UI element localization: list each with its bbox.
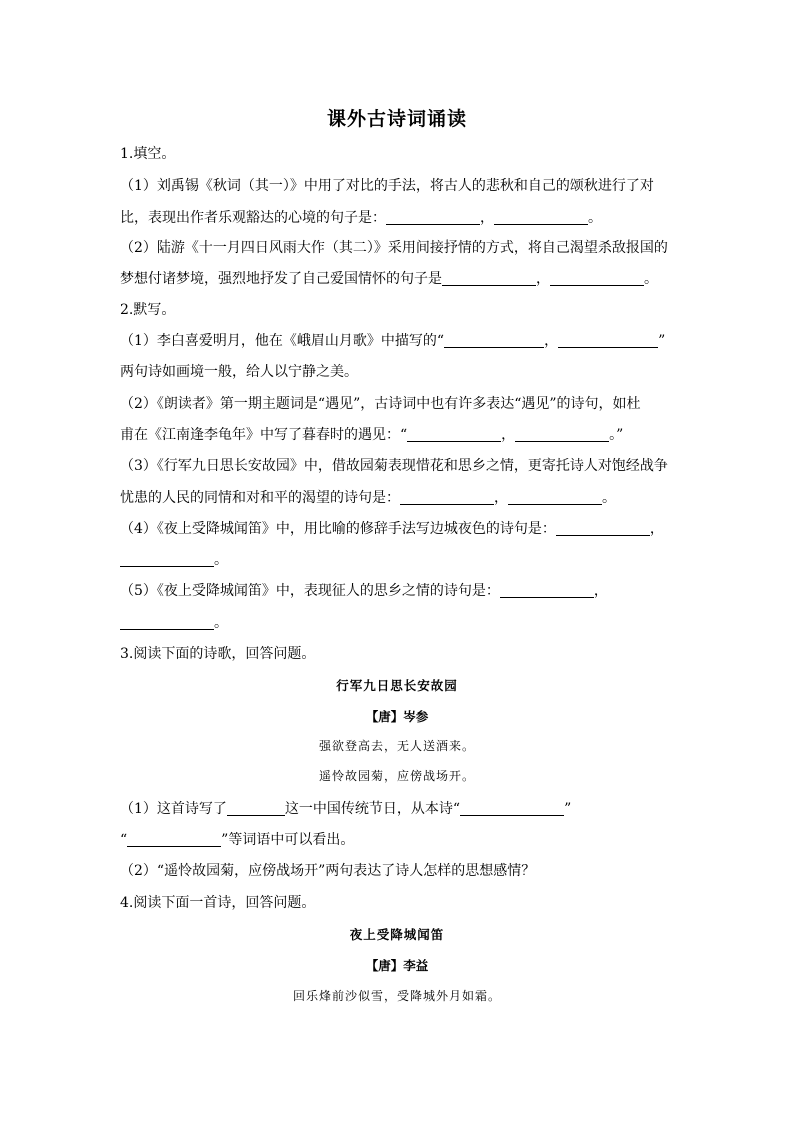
poem1-line2: 遥怜故园菊，应傍战场开。 — [318, 769, 475, 783]
poem1-author: 【唐】岑参 — [365, 709, 429, 724]
q2-sub4-line2 — [120, 550, 680, 570]
period: 。 — [588, 210, 602, 226]
q2-sub3-line1: （3）《行军九日思长安故园》中，借故园菊表现惜花和思乡之情，更寄托诗人对饱经战争 — [120, 458, 668, 474]
q4-heading: 4.阅读下面一首诗，回答问题。 — [120, 895, 316, 911]
answer-blank[interactable] — [400, 490, 494, 505]
q3-sub1-text: （1）这首诗写了 — [120, 801, 227, 817]
comma: ， — [536, 271, 550, 287]
q3-heading: 3.阅读下面的诗歌，回答问题。 — [120, 646, 316, 662]
page-title: 课外古诗词诵读 — [326, 108, 467, 130]
answer-blank[interactable] — [508, 490, 602, 505]
q2-sub1-line1 — [120, 331, 680, 351]
poem1-title: 行军九日思长安故园 — [336, 678, 458, 693]
q3-sub1-line2 — [120, 830, 680, 850]
answer-blank[interactable] — [120, 615, 214, 630]
comma: ， — [480, 210, 494, 226]
answer-blank[interactable] — [460, 801, 564, 816]
q2-sub5-text: （5）《夜上受降城闻笛》中，表现征人的思乡之情的诗句是： — [120, 583, 500, 599]
q1-sub2-text: 梦想付诸梦境，强烈地抒发了自己爱国情怀的句子是 — [120, 271, 442, 287]
q2-sub1-line2: 两句诗如画境一般，给人以宁静之美。 — [120, 364, 358, 380]
answer-blank[interactable] — [386, 210, 480, 225]
answer-blank[interactable] — [442, 271, 536, 286]
q2-sub2-text: 甫在《江南逢李龟年》中写了暮春时的遇见：“ — [120, 427, 408, 443]
q2-sub5-line2 — [120, 613, 680, 633]
answer-blank[interactable] — [444, 333, 544, 348]
close-quote: ” — [658, 333, 666, 349]
poem2-title: 夜上受降城闻笛 — [349, 927, 445, 942]
q2-sub2-line1: （2）《朗读者》第一期主题词是“遇见”，古诗词中也有许多表达“遇见”的诗句，如杜 — [120, 396, 641, 412]
answer-blank[interactable] — [550, 271, 644, 286]
poem2-line1: 回乐烽前沙似雪，受降城外月如霜。 — [292, 989, 501, 1003]
period: 。 — [644, 271, 658, 287]
comma: ， — [649, 521, 664, 537]
q3-sub2: （2）“遥怜故园菊，应傍战场开”两句表达了诗人怎样的思想感情？ — [120, 863, 536, 879]
q1-sub2-line1: （2）陆游《十一月四日风雨大作（其二）》采用间接抒情的方式，将自己渴望杀敌报国的 — [120, 240, 668, 256]
q2-sub3-text: 忧患的人民的同情和对和平的渴望的诗句是： — [120, 490, 400, 506]
period: 。 — [214, 615, 228, 631]
answer-blank[interactable] — [558, 333, 658, 348]
open-quote: “ — [120, 832, 128, 848]
answer-blank[interactable] — [120, 552, 214, 567]
q2-sub3-line2 — [120, 488, 680, 508]
q2-heading: 2.默写。 — [120, 302, 176, 318]
answer-blank[interactable] — [227, 801, 285, 816]
poem2-author: 【唐】李益 — [365, 958, 429, 973]
answer-blank[interactable] — [127, 832, 221, 847]
comma: ， — [494, 490, 508, 506]
q1-sub1-text: 比，表现出作者乐观豁达的心境的句子是： — [120, 210, 386, 226]
q1-sub2-line2 — [120, 269, 680, 289]
q2-sub4-text: （4）《夜上受降城闻笛》中，用比喻的修辞手法写边城夜色的诗句是： — [120, 521, 556, 537]
q1-sub1-line1: （1）刘禹锡《秋词（其一）》中用了对比的手法，将古人的悲秋和自己的颂秋进行了对 — [120, 178, 654, 194]
answer-blank[interactable] — [556, 521, 650, 536]
answer-blank[interactable] — [494, 210, 588, 225]
period-quote: 。” — [609, 427, 624, 443]
comma: ， — [593, 583, 608, 599]
q3-sub1-line1 — [120, 799, 680, 819]
poem1-line1: 强欲登高去，无人送酒来。 — [318, 739, 475, 753]
answer-blank[interactable] — [407, 427, 501, 442]
period: 。 — [214, 552, 228, 568]
q2-sub2-line2 — [120, 425, 680, 445]
answer-blank[interactable] — [500, 583, 594, 598]
q2-sub1-text: （1）李白喜爱明月，他在《峨眉山月歌》中描写的“ — [120, 333, 445, 349]
q2-sub4-line1 — [120, 519, 680, 539]
comma: ， — [544, 333, 559, 349]
period: 。 — [602, 490, 616, 506]
q1-sub1-line2 — [120, 208, 680, 228]
answer-blank[interactable] — [515, 427, 609, 442]
q2-sub5-line1 — [120, 581, 680, 601]
q3-sub1-text-b: 这一中国传统节日，从本诗“ — [284, 801, 461, 817]
close-quote: ” — [564, 801, 572, 817]
q1-heading: 1.填空。 — [120, 146, 176, 162]
q3-sub1-text-c: ”等词语中可以看出。 — [221, 832, 355, 848]
comma: ， — [501, 427, 516, 443]
